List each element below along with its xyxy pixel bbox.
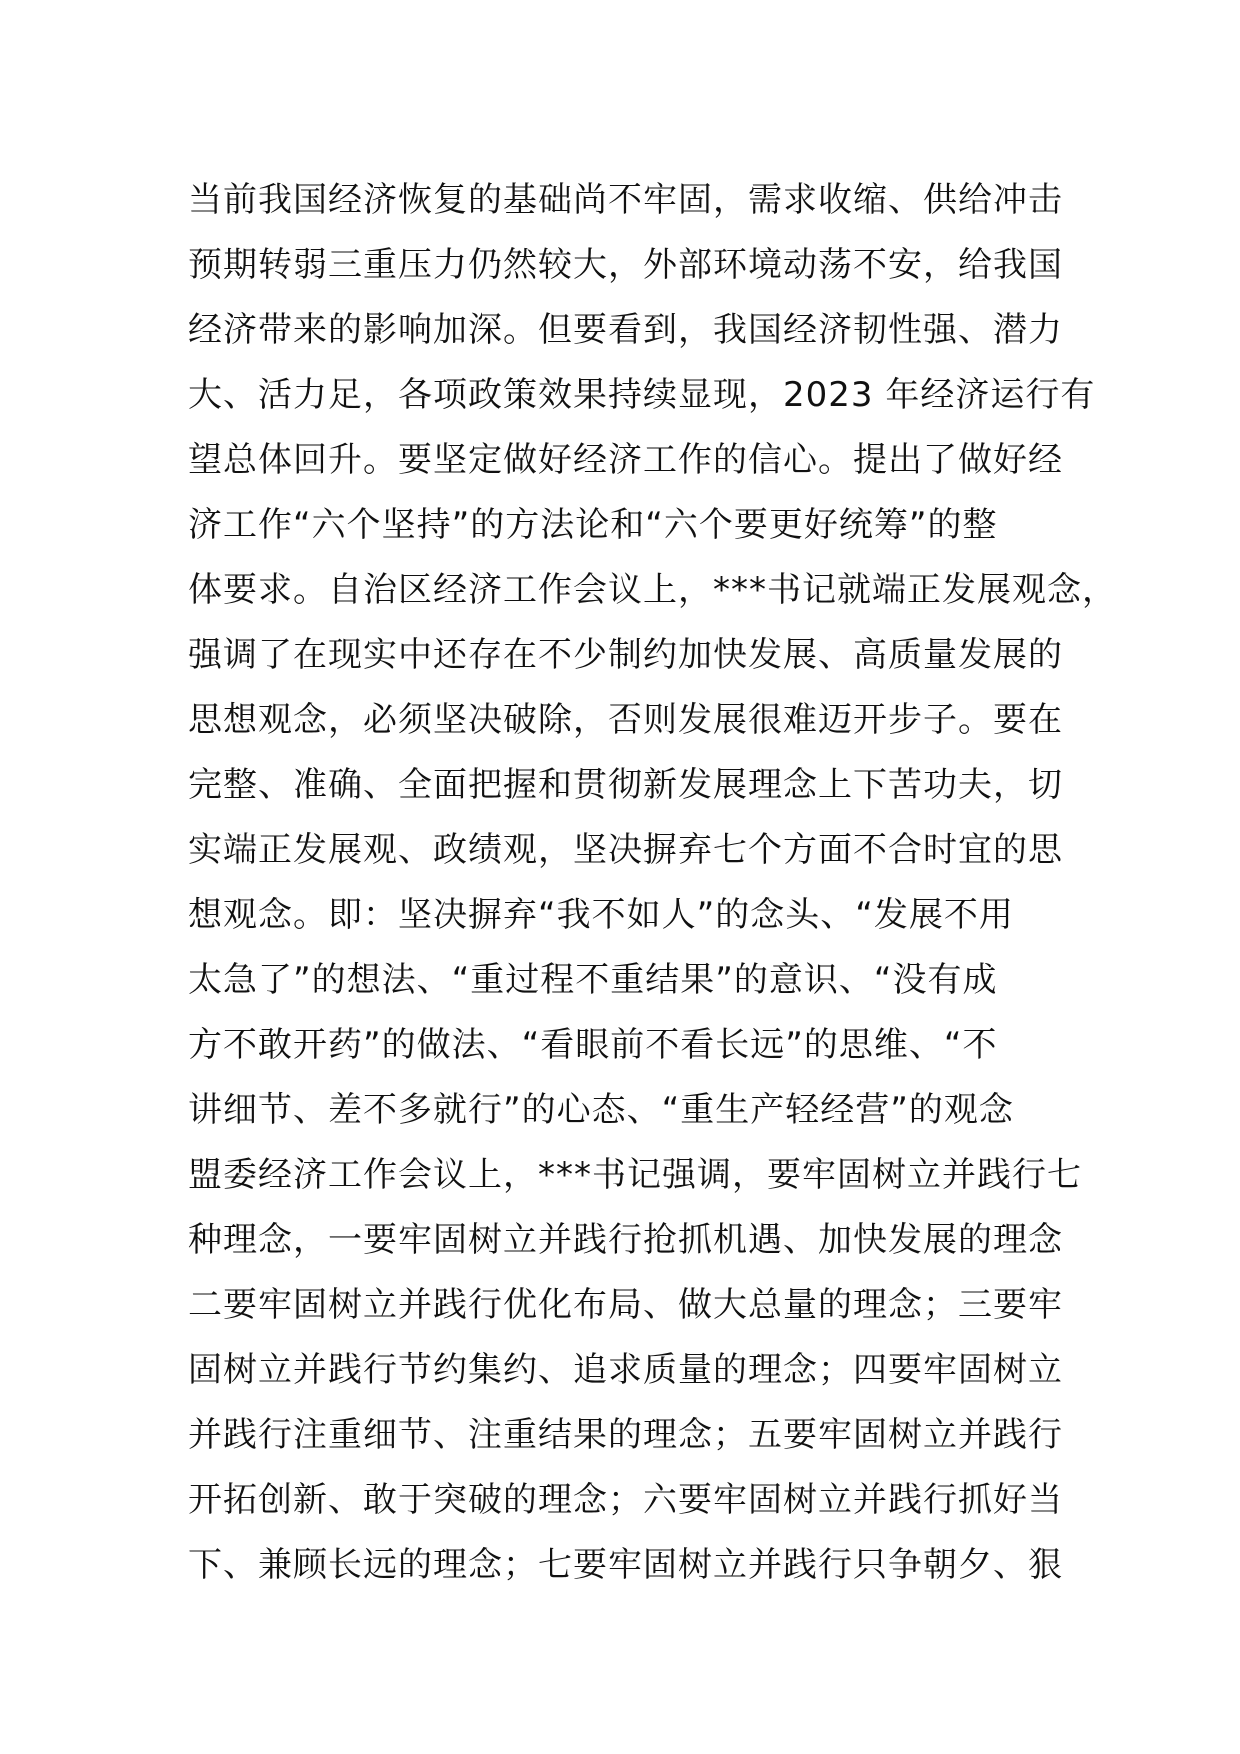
text-line: 实端正发展观、政绩观，坚决摒弃七个方面不合时宜的思: [188, 830, 1063, 870]
body-text: [188, 168, 1117, 1598]
text-line: 盟委经济工作会议上，***书记强调，要牢固树立并践行七: [188, 1155, 1082, 1195]
text-line: 下、兼顾长远的理念；七要牢固树立并践行只争朝夕、狠: [188, 1545, 1063, 1585]
text-line: 体要求。自治区经济工作会议上，***书记就端正发展观念，: [188, 570, 1117, 610]
text-line: 当前我国经济恢复的基础尚不牢固，需求收缩、供给冲击: [188, 180, 1063, 220]
text-line: 完整、准确、全面把握和贯彻新发展理念上下苦功夫，切: [188, 765, 1063, 805]
text-line: 方不敢开药”的做法、“看眼前不看长远”的思维、“不: [188, 1025, 998, 1065]
text-line: 讲细节、差不多就行”的心态、“重生产轻经营”的观念: [188, 1090, 1014, 1130]
text-line: 济工作“六个坚持”的方法论和“六个要更好统筹”的整: [188, 505, 998, 545]
text-line: 开拓创新、敢于突破的理念；六要牢固树立并践行抓好当: [188, 1480, 1063, 1520]
text-line: 二要牢固树立并践行优化布局、做大总量的理念；三要牢: [188, 1285, 1063, 1325]
text-line: 经济带来的影响加深。但要看到，我国经济韧性强、潜力: [188, 310, 1063, 350]
text-line: 想观念。即：坚决摒弃“我不如人”的念头、“发展不用: [188, 895, 1014, 935]
text-line: 望总体回升。要坚定做好经济工作的信心。提出了做好经: [188, 440, 1063, 480]
text-line: 大、活力足，各项政策效果持续显现，2023 年经济运行有: [188, 375, 1096, 415]
text-line: 思想观念，必须坚决破除，否则发展很难迈开步子。要在: [188, 700, 1063, 740]
text-line: 强调了在现实中还存在不少制约加快发展、高质量发展的: [188, 635, 1063, 675]
text-line: 种理念，一要牢固树立并践行抢抓机遇、加快发展的理念: [188, 1220, 1063, 1260]
text-line: 预期转弱三重压力仍然较大，外部环境动荡不安，给我国: [188, 245, 1063, 285]
text-line: 固树立并践行节约集约、追求质量的理念；四要牢固树立: [188, 1350, 1063, 1390]
text-line: 太急了”的想法、“重过程不重结果”的意识、“没有成: [188, 960, 998, 1000]
text-line: 并践行注重细节、注重结果的理念；五要牢固树立并践行: [188, 1415, 1063, 1455]
